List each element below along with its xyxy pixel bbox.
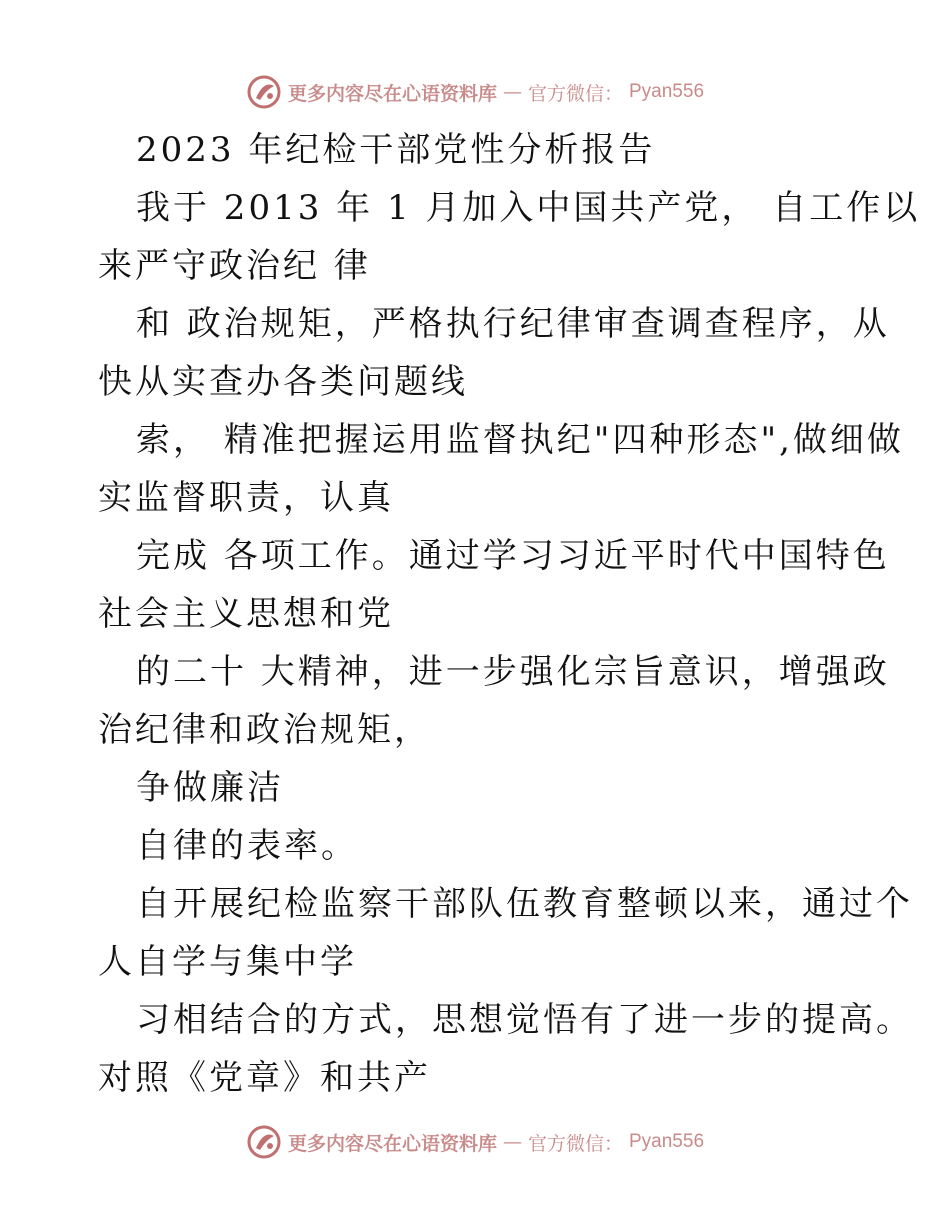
brand-logo-icon [246, 1124, 282, 1160]
text-line: 我于 2013 年 1 月加入中国共产党， 自工作以 [136, 188, 921, 228]
footer-watermark [0, 1122, 950, 1162]
watermark-sub-text: 官方微信： [527, 82, 623, 105]
text-line: 完成 各项工作。通过学习习近平时代中国特色 [136, 536, 890, 576]
text-line: 和 政治规矩，严格执行纪律审查调查程序，从 [136, 304, 890, 344]
text-line: 自开展纪检监察干部队伍教育整顿以来，通过个 [136, 884, 913, 924]
brand-logo-icon [246, 74, 282, 110]
text-line: 社会主义思想和党 [98, 594, 394, 634]
header-watermark [0, 72, 950, 112]
text-line: 人自学与集中学 [98, 942, 357, 982]
watermark-dash: — [502, 81, 522, 103]
text-line: 2023 年纪检干部党性分析报告 [136, 130, 656, 170]
text-line: 快从实查办各类问题线 [98, 362, 468, 402]
text-line: 的二十 大精神，进一步强化宗旨意识，增强政 [136, 652, 890, 692]
text-line: 来严守政治纪 律 [98, 246, 371, 286]
watermark-wechat-id: Pyan556 [629, 81, 705, 102]
text-line: 实监督职责，认真 [98, 478, 394, 518]
text-line: 索， 精准把握运用监督执纪"四种形态",做细做 [136, 420, 904, 460]
document-body [98, 121, 921, 1107]
watermark-sub-text: 官方微信： [527, 1132, 623, 1155]
watermark-main-text: 更多内容尽在心语资料库 [287, 1132, 497, 1155]
watermark-main-text: 更多内容尽在心语资料库 [287, 82, 497, 105]
text-line: 争做廉洁 [136, 768, 284, 808]
text-line: 治纪律和政治规矩， [98, 710, 431, 750]
text-line: 自律的表率。 [136, 826, 358, 866]
text-line: 对照《党章》和共产 [98, 1058, 431, 1098]
watermark-wechat-id: Pyan556 [629, 1131, 705, 1152]
text-line: 习相结合的方式，思想觉悟有了进一步的提高。 [136, 1000, 913, 1040]
watermark-dash: — [502, 1131, 522, 1153]
